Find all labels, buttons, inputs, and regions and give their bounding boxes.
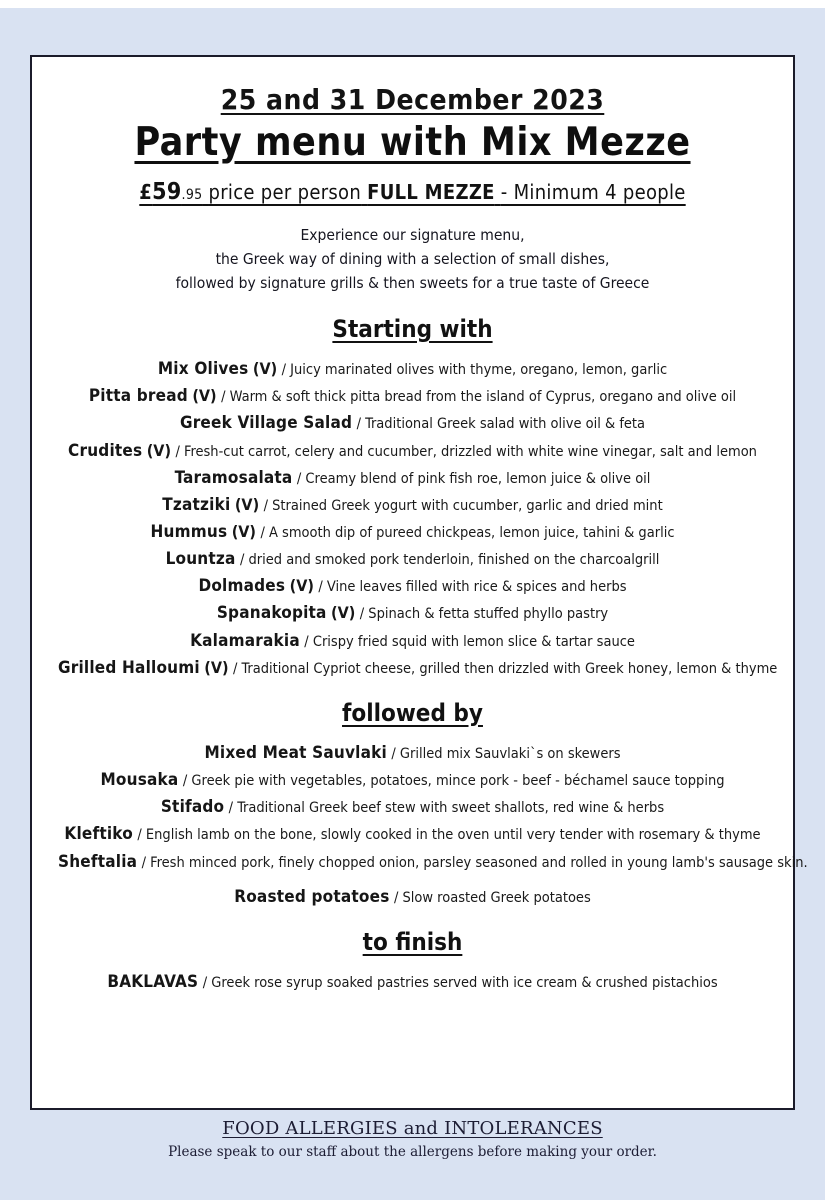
item-veg-tag: (V) — [204, 657, 229, 677]
menu-item — [58, 466, 767, 491]
menu-item — [58, 795, 767, 820]
item-description: / Traditional Greek beef stew with sweet shallots, red wine & herbs — [228, 800, 665, 817]
menu-item — [58, 547, 767, 572]
item-name: Roasted potatoes — [234, 886, 390, 907]
item-name: Grilled Halloumi — [58, 657, 200, 678]
menu-date-line: 25 and 31 December 2023 — [220, 83, 605, 116]
allergy-notice — [30, 1118, 795, 1160]
item-description: / Grilled mix Sauvlaki`s on skewers — [391, 745, 621, 762]
menu-sheet — [30, 55, 808, 1110]
item-name: Crudites — [68, 440, 143, 461]
price-label: price per person — [208, 180, 362, 204]
item-name: Sheftalia — [58, 851, 138, 872]
item-name: Stifado — [160, 797, 225, 818]
currency-symbol: £ — [139, 180, 153, 204]
item-description: / Fresh-cut carrot, celery and cucumber, drizzled with white wine vinegar, salt and lemon — [175, 443, 757, 460]
menu-item — [58, 629, 767, 654]
price-cents: .95 — [181, 187, 203, 203]
item-description: / Greek pie with vegetables, potatoes, mince pork - beef - béchamel sauce topping — [182, 773, 725, 790]
item-name: Kalamarakia — [190, 630, 300, 651]
item-description: / Greek rose syrup soaked pastries served with ice cream & crushed pistachios — [202, 974, 718, 991]
menu-item — [58, 357, 767, 382]
section-heading-mains: followed by — [342, 698, 483, 727]
item-name: Kleftiko — [64, 824, 133, 845]
item-veg-tag: (V) — [252, 359, 278, 379]
item-name: Pitta bread — [88, 386, 188, 407]
item-name: Mix Olives — [157, 359, 249, 380]
item-description: / Juicy marinated olives with thyme, oregano, lemon, garlic — [281, 362, 668, 379]
top-white-strip — [0, 0, 825, 8]
allergy-notice-title: FOOD ALLERGIES and INTOLERANCES — [222, 1118, 603, 1139]
item-description: / Crispy fried squid with lemon slice & tartar sauce — [304, 633, 635, 650]
menu-item — [58, 741, 767, 766]
item-veg-tag: (V) — [146, 440, 172, 460]
item-veg-tag: (V) — [331, 603, 356, 623]
mezze-label: FULL MEZZE — [367, 180, 495, 204]
menu-item — [58, 574, 767, 599]
item-name: Mousaka — [100, 770, 179, 791]
menu-item — [58, 493, 767, 518]
menu-item — [58, 384, 767, 409]
item-name: Tzatziki — [162, 494, 231, 515]
menu-price-line — [58, 179, 767, 205]
item-name: Dolmades — [198, 576, 286, 597]
item-description: / Vine leaves filled with rice & spices and herbs — [318, 579, 627, 596]
menu-item — [58, 822, 767, 847]
item-description: / Strained Greek yogurt with cucumber, garlic and dried mint — [263, 497, 663, 514]
allergy-notice-subtitle: Please speak to our staff about the allergens before making your order. — [168, 1144, 657, 1160]
item-description: / Warm & soft thick pitta bread from the island of Cyprus, oregano and olive oil — [221, 389, 737, 406]
menu-item — [58, 850, 808, 875]
menu-intro — [58, 223, 767, 295]
item-description: / Traditional Greek salad with olive oil & feta — [356, 416, 646, 433]
item-name: Taramosalata — [174, 467, 293, 488]
menu-item — [58, 520, 767, 545]
item-name: Spanakopita — [216, 603, 327, 624]
menu-item — [58, 656, 778, 681]
menu-item — [58, 411, 767, 436]
item-name: Greek Village Salad — [179, 413, 353, 434]
menu-item — [58, 970, 767, 995]
intro-line-1: Experience our signature menu, — [300, 226, 525, 244]
item-description: / dried and smoked pork tenderloin, finished on the charcoalgrill — [239, 552, 660, 569]
intro-line-3: followed by signature grills & then sweets for a true taste of Greece — [175, 274, 650, 293]
item-veg-tag: (V) — [234, 494, 260, 514]
menu-item — [58, 885, 767, 910]
price-amount: 59 — [152, 179, 182, 205]
item-description: / Fresh minced pork, finely chopped onion, parsley seasoned and rolled in young lamb's sausage skin. — [141, 854, 808, 871]
item-description: / Traditional Cypriot cheese, grilled then drizzled with Greek honey, lemon & thyme — [233, 660, 778, 677]
item-name: Lountza — [165, 549, 236, 570]
item-veg-tag: (V) — [192, 386, 217, 406]
item-description: / Creamy blend of pink fish roe, lemon juice & olive oil — [296, 470, 651, 487]
item-veg-tag: (V) — [231, 521, 256, 541]
section-heading-dessert: to finish — [362, 927, 463, 956]
minimum-people-label: - Minimum 4 people — [500, 180, 686, 204]
section-heading-starters: Starting with — [332, 315, 493, 344]
item-name: Mixed Meat Sauvlaki — [204, 742, 387, 763]
menu-item — [58, 601, 767, 626]
item-name: BAKLAVAS — [107, 971, 199, 992]
item-veg-tag: (V) — [289, 576, 314, 596]
menu-title: Party menu with Mix Mezze — [134, 120, 691, 165]
item-description: / English lamb on the bone, slowly cooked in the oven until very tender with rosemary & thyme — [137, 827, 761, 844]
item-description: / Spinach & fetta stuffed phyllo pastry — [359, 606, 609, 623]
item-description: / Slow roasted Greek potatoes — [393, 889, 591, 906]
item-name: Hummus — [150, 521, 228, 542]
menu-item — [58, 768, 767, 793]
item-description: / A smooth dip of pureed chickpeas, lemon juice, tahini & garlic — [260, 524, 675, 541]
intro-line-2: the Greek way of dining with a selection of small dishes, — [215, 250, 610, 269]
menu-item — [58, 439, 767, 464]
